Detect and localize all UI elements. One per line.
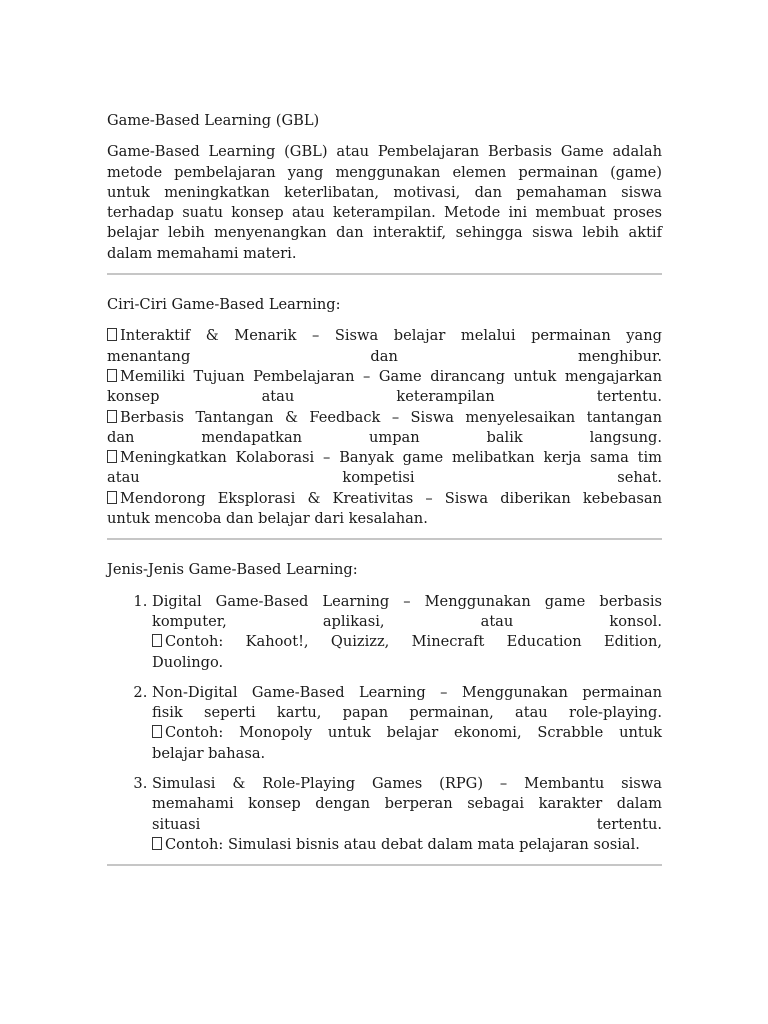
feature-line: Mendorong Eksplorasi & Kreativitas – Siswa diberikan kebebasan — [107, 489, 662, 509]
feature-line: Memiliki Tujuan Pembelajaran – Game dirancang untuk mengajarkan — [107, 367, 662, 387]
types-heading: Jenis-Jenis Game-Based Learning: — [107, 561, 358, 579]
missing-glyph-icon — [107, 410, 117, 423]
feature-line: Meningkatkan Kolaborasi – Banyak game melibatkan kerja sama tim — [107, 448, 662, 468]
features-section — [107, 275, 662, 529]
feature-line: Berbasis Tantangan & Feedback – Siswa menyelesaikan tantangan — [107, 408, 662, 428]
missing-glyph-icon — [107, 491, 117, 504]
feature-line: konsep atau keterampilan tertentu. — [107, 388, 662, 406]
divider — [107, 864, 662, 866]
missing-glyph-icon — [152, 634, 162, 647]
missing-glyph-icon — [107, 450, 117, 463]
feature-line: untuk mencoba dan belajar dari kesalahan. — [107, 510, 428, 528]
feature-line: menantang dan menghibur. — [107, 347, 662, 365]
list-item: 2. Non-Digital Game-Based Learning – Menggunakan permainan fisik seperti kartu, papan permainan, atau role-playing. Contoh: Monopoly untuk belajar ekonomi, Scrabble untuk belajar bahasa. — [152, 683, 662, 764]
missing-glyph-icon — [152, 725, 162, 738]
feature-line: Interaktif & Menarik – Siswa belajar melalui permainan yang — [107, 326, 662, 346]
document-title: Game-Based Learning (GBL) — [107, 112, 320, 129]
feature-line: dan mendapatkan umpan balik langsung. — [107, 428, 662, 446]
types-section — [107, 540, 662, 855]
types-list — [107, 592, 662, 856]
missing-glyph-icon — [152, 837, 162, 850]
document-content — [107, 111, 662, 866]
list-item: 3. Simulasi & Role-Playing Games (RPG) – Membantu siswa memahami konsep dengan berperan sebagai karakter dalam situasi tertentu. Contoh: Simulasi bisnis atau debat dalam mata pelajaran sosial. — [152, 774, 662, 855]
feature-line: atau kompetisi sehat. — [107, 469, 662, 487]
features-heading: Ciri-Ciri Game-Based Learning: — [107, 296, 341, 314]
missing-glyph-icon — [107, 328, 117, 341]
list-item: 1. Digital Game-Based Learning – Menggunakan game berbasis komputer, aplikasi, atau konsol. Contoh: Kahoot!, Quizizz, Minecraft Education Edition, Duolingo. — [152, 592, 662, 673]
intro-paragraph: Game-Based Learning (GBL) atau Pembelajaran Berbasis Game adalah metode pembelajaran yang menggunakan elemen permainan (game) untuk meningkatkan keterlibatan, motivasi, dan pemahaman siswa terhadap suatu konsep atau keterampilan. Metode ini membuat proses belajar lebih menyenangkan dan interaktif, sehingga siswa lebih aktif dalam memahami materi. — [107, 143, 662, 262]
missing-glyph-icon — [107, 369, 117, 382]
